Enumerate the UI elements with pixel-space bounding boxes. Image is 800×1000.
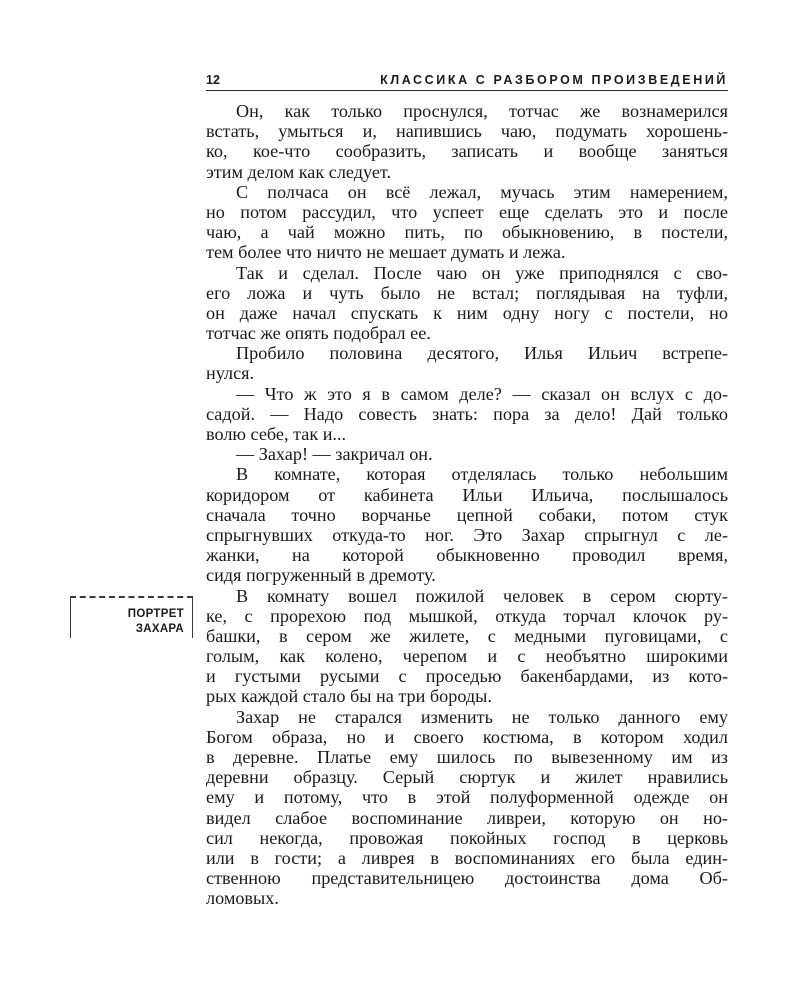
text-line: волю себе, так и... — [206, 424, 347, 444]
text-line: Он, как только проснулся, тотчас же вознамерился — [236, 101, 728, 121]
margin-note-text — [128, 607, 184, 637]
text-line: Богом образа, но и своего костюма, в котором ходил — [206, 726, 728, 747]
paragraph — [206, 384, 728, 445]
text-line: но потом рассудил, что успеет еще сделать это и после — [206, 201, 728, 222]
text-line: голым, как колено, черепом и с необъятно широкими — [206, 646, 728, 667]
text-line: жанки, на которой обыкновенно проводил время, — [206, 545, 728, 566]
text-line: или в гости; а ливрея в воспоминаниях его была един- — [206, 847, 728, 868]
text-line: видел слабое воспоминание ливреи, которую он но- — [206, 807, 728, 828]
text-line: тем более что ничто не мешает думать и лежа. — [206, 242, 566, 263]
paragraph — [206, 343, 728, 383]
paragraph — [206, 444, 728, 464]
text-line: ственною представительницею достоинства дома Об- — [206, 868, 728, 889]
text-line: Захар не старался изменить не только данного ему — [236, 706, 728, 727]
text-line: спрыгнувших откуда-то ног. Это Захар спрыгнул с ле- — [206, 524, 728, 545]
text-line: чаю, а чай можно пить, по обыкновению, в постели, — [206, 222, 728, 243]
page-number: 12 — [206, 73, 220, 87]
text-line: и густыми русыми с проседью бакенбардами, из кото- — [206, 666, 728, 687]
text-line: коридором от кабинета Ильи Ильича, послышалось — [206, 484, 728, 505]
text-line: Так и сделал. После чаю он уже приподнялся с сво- — [236, 262, 728, 283]
text-line: сидя погруженный в дремоту. — [206, 565, 436, 586]
paragraph — [206, 707, 728, 909]
text-line: ему и потому, что в этой полуформенной одежде он — [206, 787, 728, 808]
text-line: ко, кое-что сообразить, записать и вообще заняться — [206, 141, 728, 162]
paragraph — [206, 182, 728, 263]
text-line: — Захар! — закричал он. — [236, 444, 433, 465]
text-line: ломовых. — [206, 888, 279, 909]
paragraph — [206, 263, 728, 344]
text-line: сначала точно ворчанье цепной собаки, потом стук — [206, 504, 728, 525]
text-line: деревни образцу. Серый сюртук и жилет нравились — [206, 767, 728, 788]
paragraph — [206, 586, 728, 707]
text-line: в деревне. Платье ему шилось по вывезенному им из — [206, 747, 728, 767]
margin-note-line: ПОРТРЕТ — [127, 608, 184, 620]
running-header — [206, 70, 728, 91]
text-line: этим делом как следует. — [206, 161, 392, 182]
text-line: ке, с прорехою под мышкой, откуда торчал клочок ру- — [206, 605, 728, 626]
text-line: нулся. — [206, 363, 255, 384]
text-line: В комнате, которая отделялась только небольшим — [236, 464, 728, 485]
text-line: В комнату вошел пожилой человек в сером сюрту- — [236, 585, 728, 606]
paragraph — [206, 101, 728, 182]
paragraph — [206, 464, 728, 585]
margin-note-line: ЗАХАРА — [135, 623, 184, 635]
text-line: С полчаса он всё лежал, мучась этим намерением, — [236, 181, 728, 202]
text-line: садой. — Надо совесть знать: пора за дело! Дай только — [206, 403, 728, 424]
text-line: Пробило половина десятого, Илья Ильич встрепе- — [236, 343, 728, 364]
text-line: сил некогда, провожая покойных господ в церковь — [206, 827, 728, 848]
text-line: башки, в сером же жилете, с медными пуговицами, с — [206, 625, 728, 646]
text-line: рых каждой стало бы на три бороды. — [206, 686, 492, 707]
text-line: он даже начал спускать к ним одну ногу с постели, но — [206, 302, 728, 323]
running-title: КЛАССИКА С РАЗБОРОМ ПРОИЗВЕДЕНИЙ — [380, 73, 728, 87]
margin-note — [70, 596, 193, 638]
text-line: — Что ж это я в самом деле? — сказал он вслух с до- — [236, 383, 728, 404]
text-line: тотчас же опять подобрал ее. — [206, 323, 431, 344]
text-line: его ложа и чуть было не встал; поглядывая на туфли, — [206, 282, 728, 303]
text-line: встать, умыться и, напившись чаю, подумать хорошень- — [206, 121, 728, 142]
body-text — [206, 101, 728, 909]
